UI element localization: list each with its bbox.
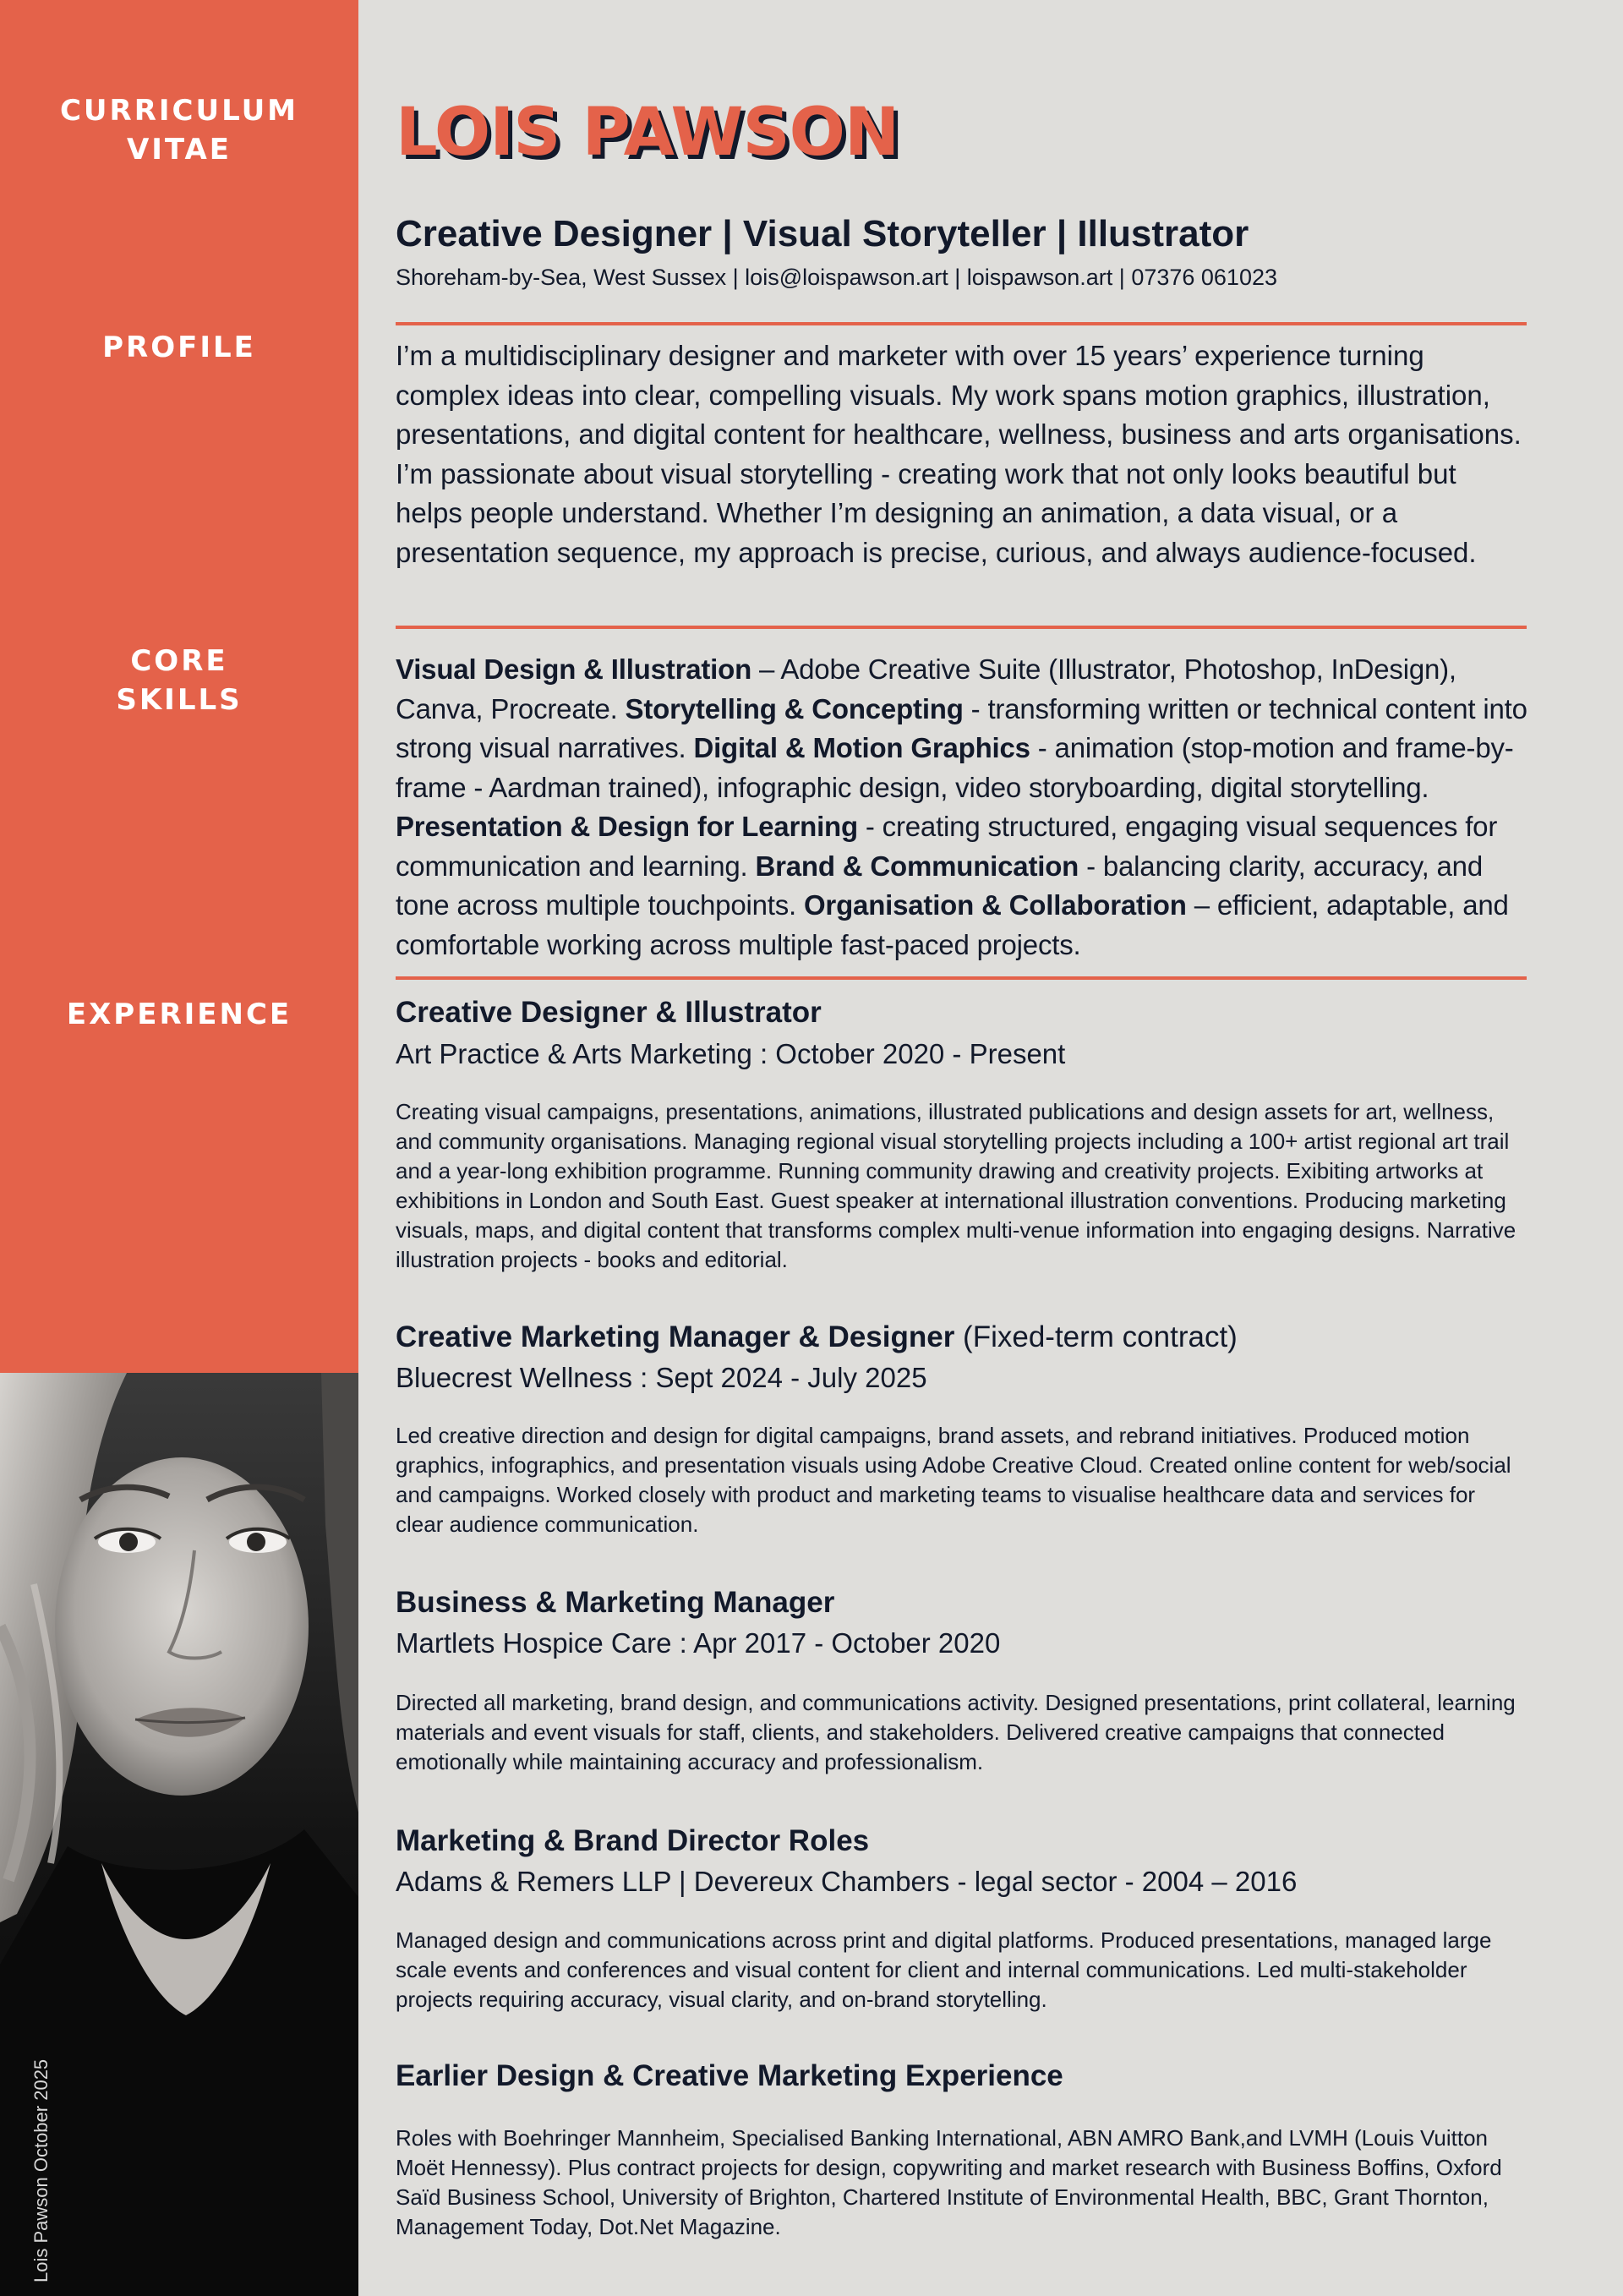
skill-title: Visual Design & Illustration — [396, 653, 752, 685]
portrait-photo — [0, 1373, 358, 2296]
job-description: Creating visual campaigns, presentations, animations, illustrated publications and design assets for art, wellness, and community organisations. Managing regional visual storytelling projects including a 100+ artist regional art trail and a year-long exhibition programme. Running community drawing and creativity projects. Exibiting artworks at exhibitions in London and South East. Guest speaker at international illustration conventions. Producing marketing visuals, maps, and digital content that transforms complex multi-venue information into engaging designs. Narrative illustration projects - books and editorial. — [396, 1099, 1516, 1272]
skills-text — [396, 650, 1528, 965]
job-description: Managed design and communications across print and digital platforms. Produced presentations, managed large scale events and conferences and visual content for client and internal communications. Led multi-stakeholder projects requiring accuracy, visual clarity, and on-brand storytelling. — [396, 1927, 1492, 2012]
job-description: Roles with Boehringer Mannheim, Specialised Banking International, ABN AMRO Bank,and LVMH (Louis Vuitton Moët Hennessy). Plus contract projects for design, copywriting and market research with Business Boffins, Oxford Saïd Business School, University of Brighton, Chartered Institute of Environmental Health, BBC, Grant Thornton, Management Today, Dot.Net Magazine. — [396, 2125, 1502, 2239]
skill-title: Presentation & Design for Learning — [396, 811, 858, 842]
skill-desc: - transforming written or technical content into strong visual narratives. — [396, 692, 1527, 763]
skill-desc: - balancing clarity, accuracy, and tone across multiple touchpoints. — [396, 850, 1483, 921]
footer-credit-vertical: Lois Pawson October 2025 — [30, 2058, 52, 2282]
cv-label-line-1: CURRICULUM — [59, 94, 299, 128]
candidate-name: LOIS PAWSON — [396, 95, 899, 171]
job-title-text: Creative Designer & Illustrator — [396, 996, 822, 1029]
contact-details: Shoreham-by-Sea, West Sussex | lois@loispawson.art | loispawson.art | 07376 061023 — [396, 265, 1277, 290]
profile-section-label: PROFILE — [102, 331, 256, 364]
skill-title: Storytelling & Concepting — [625, 692, 964, 724]
cv-label-line-2: VITAE — [126, 133, 232, 167]
skill-desc: – Adobe Creative Suite (Illustrator, Photoshop, InDesign), Canva, Procreate. — [396, 653, 1456, 724]
experience-section-label: EXPERIENCE — [66, 998, 292, 1031]
job-description: Led creative direction and design for digital campaigns, brand assets, and rebrand initiatives. Produced motion graphics, infographics, and presentation visuals using Adobe Creative Cloud. Created online content for web/social and campaigns. Worked closely with product and marketing teams to visualise healthcare data and services for clear audience communication. — [396, 1423, 1511, 1537]
skill-desc: - creating structured, engaging visual sequences for communication and learning. — [396, 811, 1498, 882]
skills-section-label-line-1: CORE — [130, 644, 228, 678]
job-title — [396, 1586, 834, 1620]
job-org-dates: Bluecrest Wellness : Sept 2024 - July 2025 — [396, 1362, 927, 1393]
portrait-illustration — [0, 1373, 358, 2296]
skill-title: Brand & Communication — [755, 850, 1079, 882]
profile-text: I’m a multidisciplinary designer and marketer with over 15 years’ experience turning complex ideas into clear, compelling visuals. My work spans motion graphics, illustration, presentations, and digital content for healthcare, wellness, business and arts organisations. I’m passionate about visual storytelling - creating work that not only looks beautiful but helps people understand. Whether I’m designing an animation, a data visual, or a presentation sequence, my approach is precise, curious, and always audience-focused. — [396, 340, 1522, 568]
skills-section-label-line-2: SKILLS — [116, 683, 243, 717]
job-title-note: (Fixed-term contract) — [954, 1320, 1238, 1353]
job-description: Directed all marketing, brand design, and communications activity. Designed presentations, print collateral, learning materials and event visuals for staff, clients, and stakeholders. Delivered creative campaigns that connected emotionally while maintaining accuracy and professionalism. — [396, 1690, 1516, 1774]
job-org-dates: Martlets Hospice Care : Apr 2017 - October 2020 — [396, 1627, 1001, 1659]
job-title — [396, 1824, 869, 1858]
job-title — [396, 1320, 1238, 1354]
skill-title: Organisation & Collaboration — [803, 889, 1187, 921]
divider-experience — [396, 976, 1527, 980]
skill-desc: - animation (stop-motion and frame-by-frame - Aardman trained), infographic design, video storyboarding, digital storytelling. — [396, 732, 1514, 803]
job-title — [396, 2059, 1063, 2093]
skill-desc: – efficient, adaptable, and comfortable working across multiple fast-paced projects. — [396, 889, 1509, 960]
job-title-text: Business & Marketing Manager — [396, 1586, 835, 1619]
sidebar — [0, 0, 358, 1373]
job-org-dates: Adams & Remers LLP | Devereux Chambers - legal sector - 2004 – 2016 — [396, 1866, 1298, 1897]
job-org-dates: Art Practice & Arts Marketing : October 2020 - Present — [396, 1038, 1066, 1069]
divider-skills — [396, 626, 1527, 629]
divider-profile — [396, 322, 1527, 325]
skill-title: Digital & Motion Graphics — [693, 732, 1030, 763]
candidate-subtitle: Creative Designer | Visual Storyteller | Illustrator — [396, 213, 1249, 254]
job-title-text: Marketing & Brand Director Roles — [396, 1824, 870, 1857]
job-title-text: Creative Marketing Manager & Designer — [396, 1320, 955, 1353]
job-title — [396, 996, 822, 1030]
job-title-text: Earlier Design & Creative Marketing Experience — [396, 2059, 1063, 2092]
